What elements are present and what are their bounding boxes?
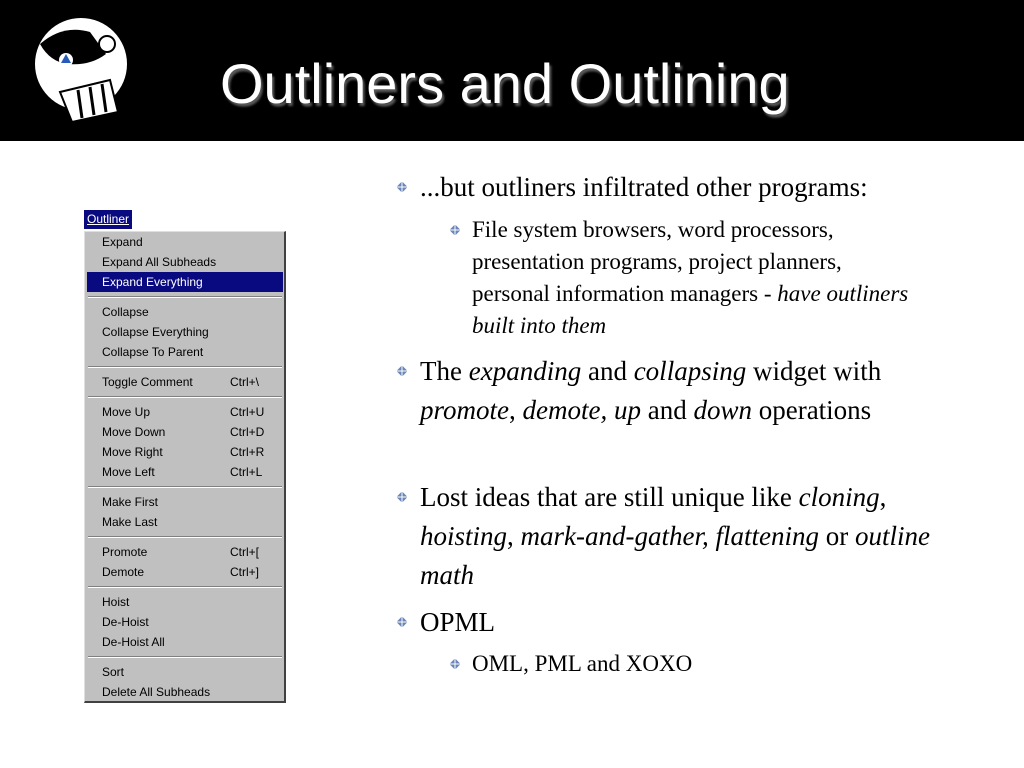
- menu-separator: [88, 586, 282, 588]
- italic-text-run: demote, up: [522, 395, 641, 425]
- menu-item-delete-all-subheads[interactable]: [87, 682, 283, 702]
- menu-item-label: Move Left: [102, 465, 155, 479]
- menu-item-label: Delete All Subheads: [102, 685, 211, 699]
- text-run: operations: [751, 395, 872, 425]
- menu-item-move-up[interactable]: [87, 402, 283, 422]
- menu-separator: [88, 656, 282, 658]
- slide-header: [0, 0, 1024, 141]
- menu-item-label: Demote: [102, 565, 145, 579]
- menu-item-demote[interactable]: [87, 562, 283, 582]
- menubar-outliner[interactable]: [84, 210, 132, 229]
- menu-item-label: De-Hoist: [102, 615, 149, 629]
- menu-separator: [88, 366, 282, 368]
- italic-text-run: mark-and-gather, flattening: [520, 521, 819, 551]
- menu-item-de-hoist[interactable]: [87, 612, 283, 632]
- menu-item-move-left[interactable]: [87, 462, 283, 482]
- italic-text-run: expanding: [468, 356, 582, 386]
- text-run: ,: [879, 482, 887, 512]
- menu-item-label: Expand: [102, 235, 143, 249]
- menu-item-collapse[interactable]: [87, 302, 283, 322]
- menu-item-label: Expand Everything: [102, 275, 203, 289]
- italic-text-run: cloning: [798, 482, 880, 512]
- diamond-bullet-icon: [450, 659, 460, 669]
- menu-item-label: Move Right: [102, 445, 163, 459]
- slide-title: Outliners and Outlining: [220, 52, 790, 115]
- menu-item-move-down[interactable]: [87, 422, 283, 442]
- menu-item-shortcut: Ctrl+R: [230, 445, 265, 459]
- text-run: File system browsers, word processors, presentation programs, project planners, personal information managers -: [472, 217, 842, 306]
- text-run: ,: [509, 395, 523, 425]
- menu-item-shortcut: Ctrl+[: [230, 545, 260, 559]
- menu-item-promote[interactable]: [87, 542, 283, 562]
- menu-item-shortcut: Ctrl+L: [230, 465, 263, 479]
- diamond-bullet-icon: [450, 225, 460, 235]
- menu-item-label: Toggle Comment: [102, 375, 193, 389]
- menu-item-toggle-comment[interactable]: [87, 372, 283, 392]
- sub-bullet-text: [472, 214, 918, 342]
- menu-item-label: Move Up: [102, 405, 151, 419]
- menu-item-sort[interactable]: [87, 662, 283, 682]
- diamond-bullet-icon: [397, 617, 407, 627]
- text-run: Lost ideas that are still unique like: [420, 482, 799, 512]
- diamond-bullet-icon: [397, 492, 407, 502]
- menu-item-label: Promote: [102, 545, 148, 559]
- menubar-outliner-label: Outliner: [87, 212, 130, 226]
- menu-separator: [88, 536, 282, 538]
- menu-item-make-last[interactable]: [87, 512, 283, 532]
- italic-text-run: have outliners built into them: [472, 281, 909, 338]
- menu-item-label: Hoist: [102, 595, 130, 609]
- menu-item-de-hoist-all[interactable]: [87, 632, 283, 652]
- menu-item-label: Collapse Everything: [102, 325, 209, 339]
- bullet-text: [420, 352, 945, 430]
- italic-text-run: down: [693, 395, 752, 425]
- italic-text-run: outline math: [420, 521, 930, 590]
- sub-bullet-text: OML, PML and XOXO: [472, 651, 693, 676]
- bullet-text: [420, 478, 945, 595]
- diamond-bullet-icon: [397, 366, 407, 376]
- diamond-bullet-icon: [397, 182, 407, 192]
- menu-item-label: Make Last: [102, 515, 158, 529]
- menu-item-label: Sort: [102, 665, 125, 679]
- menu-item-collapse-everything[interactable]: [87, 322, 283, 342]
- menu-item-shortcut: Ctrl+\: [230, 375, 260, 389]
- bullet-text: OPML: [420, 607, 496, 637]
- menu-item-shortcut: Ctrl+U: [230, 405, 265, 419]
- text-run: and: [640, 395, 694, 425]
- menu-separator: [88, 486, 282, 488]
- menu-item-label: Expand All Subheads: [102, 255, 217, 269]
- text-run: ,: [507, 521, 521, 551]
- menu-item-label: De-Hoist All: [102, 635, 165, 649]
- menu-item-label: Make First: [102, 495, 159, 509]
- menu-item-label: Collapse: [102, 305, 149, 319]
- bullet-text: ...but outliners infiltrated other programs:: [420, 172, 868, 202]
- menu-item-move-right[interactable]: [87, 442, 283, 462]
- menu-item-label: Move Down: [102, 425, 166, 439]
- outliner-dropdown-menu: [84, 231, 286, 703]
- round-mascot-logo-icon: [28, 14, 138, 128]
- menu-item-expand[interactable]: [87, 232, 283, 252]
- menu-separator: [88, 396, 282, 398]
- text-run: or: [818, 521, 855, 551]
- text-run: and: [581, 356, 634, 386]
- menu-item-shortcut: Ctrl+D: [230, 425, 265, 439]
- menu-item-expand-all-subheads[interactable]: [87, 252, 283, 272]
- menu-separator: [88, 296, 282, 298]
- menu-item-collapse-to-parent[interactable]: [87, 342, 283, 362]
- text-run: widget with: [746, 356, 882, 386]
- italic-text-run: hoisting: [420, 521, 508, 551]
- menu-item-hoist[interactable]: [87, 592, 283, 612]
- menu-item-label: Collapse To Parent: [102, 345, 204, 359]
- menu-item-expand-everything[interactable]: [87, 272, 283, 292]
- menu-item-shortcut: Ctrl+]: [230, 565, 260, 579]
- text-run: The: [420, 356, 469, 386]
- italic-text-run: collapsing: [633, 356, 747, 386]
- menu-item-make-first[interactable]: [87, 492, 283, 512]
- italic-text-run: promote: [420, 395, 509, 425]
